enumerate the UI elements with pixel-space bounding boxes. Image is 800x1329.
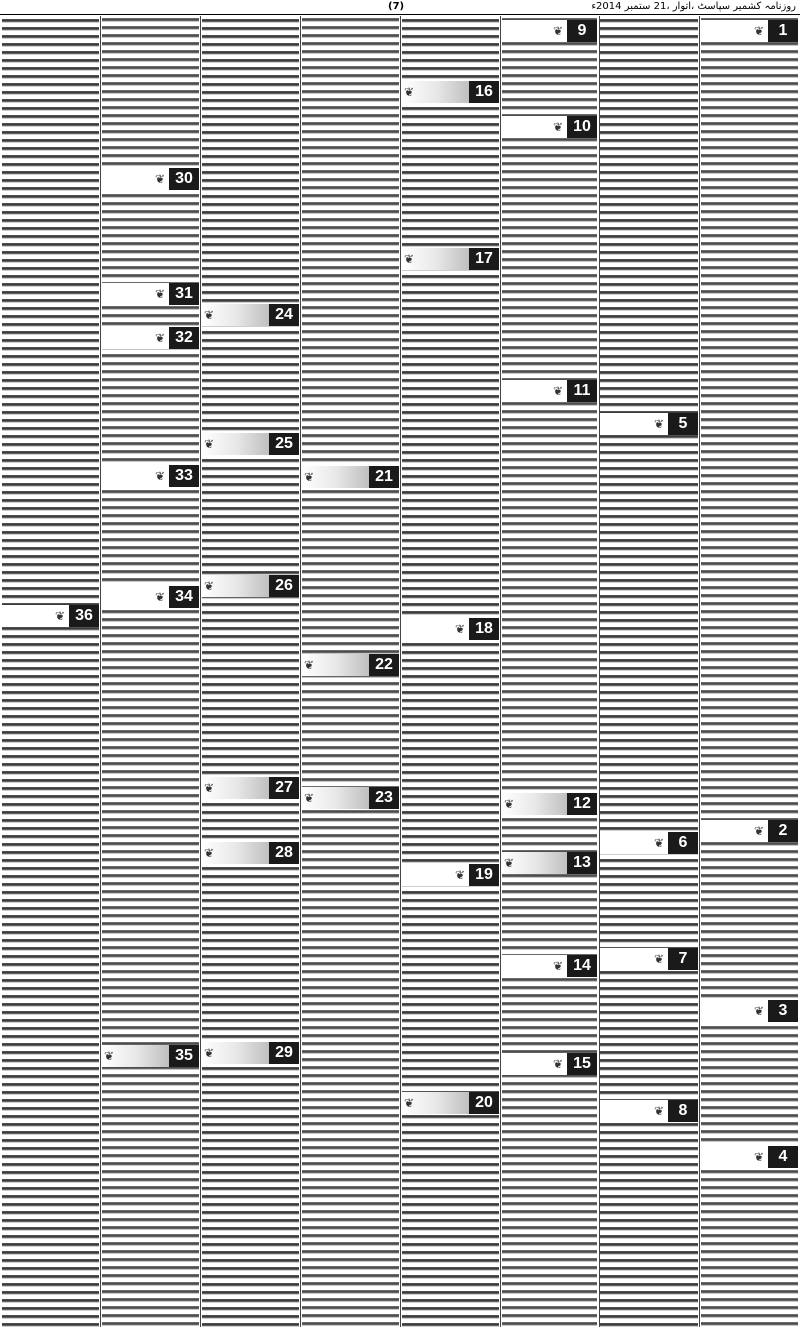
text-column-7	[102, 16, 199, 1327]
dove-icon: ❦	[653, 836, 664, 850]
question-number: 30	[169, 168, 199, 190]
dove-icon: ❦	[404, 1096, 415, 1110]
text-column-4	[402, 16, 499, 1327]
question-number: 13	[567, 852, 597, 874]
question-number: 5	[668, 413, 698, 435]
question-header	[102, 586, 199, 608]
question-header	[600, 832, 698, 854]
question-number: 34	[169, 586, 199, 608]
question-header	[102, 283, 199, 305]
question-header	[402, 618, 499, 640]
dove-icon: ❦	[204, 846, 215, 860]
question-number: 33	[169, 465, 199, 487]
dove-icon: ❦	[552, 959, 563, 973]
question-header	[102, 168, 199, 190]
question-header	[502, 380, 597, 402]
dove-icon: ❦	[653, 1104, 664, 1118]
dove-icon: ❦	[653, 952, 664, 966]
dove-icon: ❦	[552, 24, 563, 38]
question-number: 12	[567, 793, 597, 815]
question-header	[202, 777, 299, 799]
dove-icon: ❦	[54, 609, 65, 623]
dove-icon: ❦	[552, 384, 563, 398]
question-header	[302, 654, 399, 676]
question-header	[502, 852, 597, 874]
column-divider	[500, 16, 501, 1327]
question-header	[302, 466, 399, 488]
question-number: 1	[768, 20, 798, 42]
dove-icon: ❦	[504, 856, 515, 870]
question-header	[402, 864, 499, 886]
question-number: 7	[668, 948, 698, 970]
page-number: (7)	[388, 1, 405, 12]
column-divider	[200, 16, 201, 1327]
question-header	[701, 20, 798, 42]
question-header	[600, 1100, 698, 1122]
question-number: 3	[768, 1000, 798, 1022]
question-number: 24	[269, 304, 299, 326]
dove-icon: ❦	[204, 308, 215, 322]
question-number: 10	[567, 116, 597, 138]
question-number: 16	[469, 81, 499, 103]
question-number: 8	[668, 1100, 698, 1122]
dove-icon: ❦	[454, 868, 465, 882]
dove-icon: ❦	[154, 172, 165, 186]
text-column-3	[502, 16, 597, 1327]
text-column-1	[701, 16, 798, 1327]
question-number: 31	[169, 283, 199, 305]
question-number: 18	[469, 618, 499, 640]
page-header	[0, 0, 800, 15]
question-header	[502, 20, 597, 42]
dove-icon: ❦	[504, 797, 515, 811]
dove-icon: ❦	[304, 658, 315, 672]
text-column-6	[202, 16, 299, 1327]
question-number: 9	[567, 20, 597, 42]
question-header	[600, 948, 698, 970]
question-header	[502, 793, 597, 815]
question-header	[701, 820, 798, 842]
dove-icon: ❦	[552, 120, 563, 134]
question-number: 36	[69, 605, 99, 627]
dove-icon: ❦	[304, 791, 315, 805]
question-header	[202, 1042, 299, 1064]
question-header	[701, 1146, 798, 1168]
question-number: 27	[269, 777, 299, 799]
dove-icon: ❦	[404, 252, 415, 266]
column-divider	[400, 16, 401, 1327]
dove-icon: ❦	[753, 1150, 764, 1164]
question-number: 23	[369, 787, 399, 809]
dove-icon: ❦	[753, 824, 764, 838]
question-number: 22	[369, 654, 399, 676]
dove-icon: ❦	[154, 331, 165, 345]
question-number: 21	[369, 466, 399, 488]
dove-icon: ❦	[154, 287, 165, 301]
question-number: 15	[567, 1053, 597, 1075]
dove-icon: ❦	[753, 1004, 764, 1018]
newspaper-date-line: روزنامہ کشمیر سپاسٹ ،اتوار ،21 ستمبر 2014ء	[591, 1, 796, 12]
question-number: 19	[469, 864, 499, 886]
dove-icon: ❦	[204, 579, 215, 593]
question-header	[402, 81, 499, 103]
question-number: 6	[668, 832, 698, 854]
question-number: 32	[169, 327, 199, 349]
question-header	[102, 465, 199, 487]
question-number: 20	[469, 1092, 499, 1114]
question-header	[502, 955, 597, 977]
question-header	[701, 1000, 798, 1022]
question-header	[600, 413, 698, 435]
question-header	[502, 1053, 597, 1075]
question-header	[502, 116, 597, 138]
question-header	[202, 842, 299, 864]
dove-icon: ❦	[104, 1049, 115, 1063]
question-number: 29	[269, 1042, 299, 1064]
question-header	[402, 248, 499, 270]
question-number: 35	[169, 1045, 199, 1067]
text-column-8	[2, 16, 99, 1327]
dove-icon: ❦	[552, 1057, 563, 1071]
question-header	[202, 304, 299, 326]
column-divider	[599, 16, 600, 1327]
question-header	[102, 327, 199, 349]
dove-icon: ❦	[404, 85, 415, 99]
question-number: 28	[269, 842, 299, 864]
question-number: 11	[567, 380, 597, 402]
column-divider	[699, 16, 700, 1327]
question-number: 2	[768, 820, 798, 842]
question-header	[202, 575, 299, 597]
dove-icon: ❦	[653, 417, 664, 431]
dove-icon: ❦	[154, 469, 165, 483]
dove-icon: ❦	[304, 470, 315, 484]
question-number: 25	[269, 433, 299, 455]
question-header	[2, 605, 99, 627]
dove-icon: ❦	[204, 781, 215, 795]
column-divider	[100, 16, 101, 1327]
question-number: 26	[269, 575, 299, 597]
question-header	[402, 1092, 499, 1114]
dove-icon: ❦	[204, 437, 215, 451]
text-column-2	[600, 16, 698, 1327]
question-number: 14	[567, 955, 597, 977]
question-header	[202, 433, 299, 455]
dove-icon: ❦	[204, 1046, 215, 1060]
question-number: 4	[768, 1146, 798, 1168]
question-header	[102, 1045, 199, 1067]
dove-icon: ❦	[154, 590, 165, 604]
dove-icon: ❦	[753, 24, 764, 38]
dove-icon: ❦	[454, 622, 465, 636]
column-divider	[300, 16, 301, 1327]
question-header	[302, 787, 399, 809]
question-number: 17	[469, 248, 499, 270]
